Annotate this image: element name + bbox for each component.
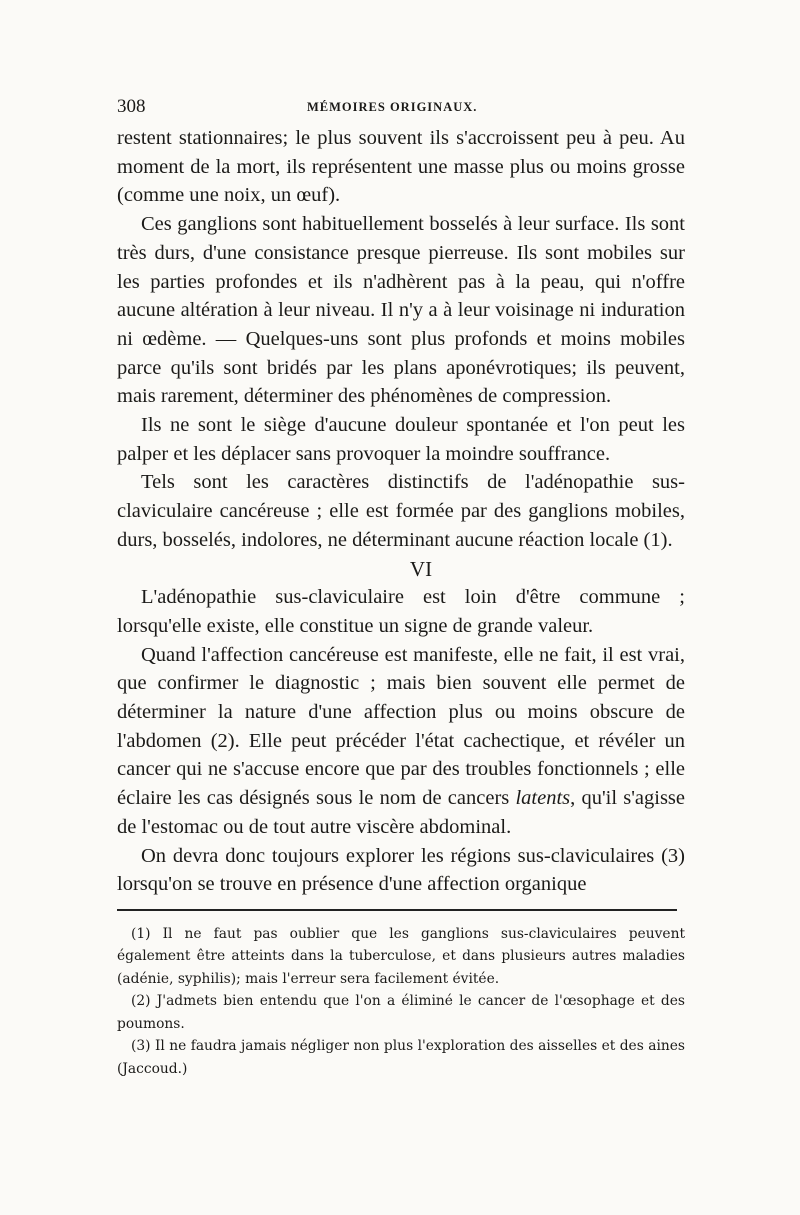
running-head: MÉMOIRES ORIGINAUX. <box>307 100 478 114</box>
paragraph-6-part-2: , qu'il s'agisse de l'estomac ou de tout autre viscère abdominal. <box>117 787 686 838</box>
paragraph-5: L'adénopathie sus-claviculaire est loin d'être commune ; lorsqu'elle existe, elle constitue un signe de grande valeur. <box>117 586 685 637</box>
section-title: VI <box>409 556 433 581</box>
paragraph-7: On devra donc toujours explorer les régions sus-claviculaires (3) lorsqu'on se trouve en présence d'une affection organique <box>117 844 685 896</box>
main-text <box>117 124 685 899</box>
paragraph-3: Ils ne sont le siège d'aucune douleur spontanée et l'on peut les palper et les déplacer sans provoquer la moindre souffrance. <box>117 414 685 465</box>
footnotes <box>117 923 685 1081</box>
paragraph-6-part-1: Quand l'affection cancéreuse est manifeste, elle ne fait, il est vrai, que confirmer le diagnostic ; mais bien souvent elle permet de déterminer la nature d'une affection plus ou moins obscure de l'abdomen (2). Elle peut précéder l'état cachectique, et révéler un cancer qui ne s'accuse encore que par des troubles fonctionnels ; elle éclaire les cas désignés sous le nom de cancers <box>117 643 685 810</box>
paragraph-2: Ces ganglions sont habituellement bosselés à leur surface. Ils sont très durs, d'une consistance presque pierreuse. Ils sont mobiles sur les parties profondes et ils n'adhèrent pas à la peau, qui n'offre aucune altération à leur niveau. Il n'y a à leur voisinage ni induration ni œdème. — Quelques-uns sont plus profonds et moins mobiles parce qu'ils sont bridés par les plans aponévrotiques; ils peuvent, mais rarement, déterminer des phénomènes de compression. <box>117 213 685 408</box>
footnote-3: (3) Il ne faudra jamais négliger non plus l'exploration des aisselles et des aines (Jaccoud.) <box>117 1038 685 1077</box>
paragraph-6 <box>117 641 685 842</box>
book-page <box>117 96 685 1080</box>
page-number: 308 <box>117 96 146 117</box>
paragraph-1: restent stationnaires; le plus souvent ils s'accroissent peu à peu. Au moment de la mort, ils représentent une masse plus ou moins grosse (comme une noix, un œuf). <box>117 127 685 207</box>
paragraph-4: Tels sont les caractères distinctifs de l'adénopathie sus-claviculaire cancéreuse ; elle est formée par des ganglions mobiles, durs, bosselés, indolores, ne déterminant aucune réaction locale (1). <box>117 471 685 551</box>
footnote-2: (2) J'admets bien entendu que l'on a éliminé le cancer de l'œsophage et des poumons. <box>117 993 685 1032</box>
footnote-1: (1) Il ne faut pas oublier que les ganglions sus-claviculaires peuvent également être atteints dans la tuberculose, et dans plusieurs autres maladies (adénie, syphilis); mais l'erreur sera facilement évitée. <box>117 925 685 987</box>
page-header <box>117 96 685 124</box>
footnote-rule <box>117 909 677 911</box>
italic-latents: latents <box>515 787 571 810</box>
